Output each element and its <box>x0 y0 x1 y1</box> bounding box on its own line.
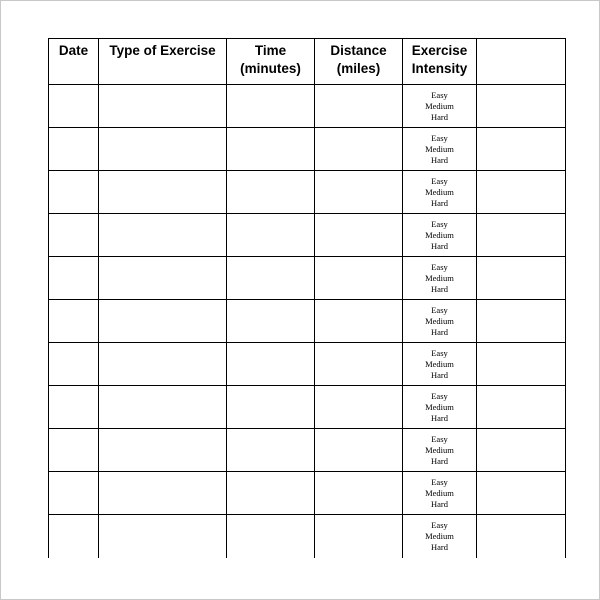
type-of-exercise-cell[interactable] <box>99 85 227 128</box>
intensity-option[interactable]: Hard <box>431 197 448 208</box>
intensity-cell[interactable] <box>403 472 477 515</box>
intensity-option[interactable]: Medium <box>425 229 454 240</box>
intensity-cell[interactable] <box>403 128 477 171</box>
intensity-option[interactable]: Easy <box>431 218 448 229</box>
distance-cell[interactable] <box>315 429 403 472</box>
table-row <box>49 515 566 558</box>
time-cell[interactable] <box>227 343 315 386</box>
intensity-option[interactable]: Easy <box>431 519 448 530</box>
time-cell[interactable] <box>227 386 315 429</box>
table-row <box>49 472 566 515</box>
time-cell[interactable] <box>227 214 315 257</box>
notes-cell[interactable] <box>477 214 566 257</box>
table-row <box>49 386 566 429</box>
notes-cell[interactable] <box>477 128 566 171</box>
time-cell[interactable] <box>227 472 315 515</box>
intensity-option[interactable]: Easy <box>431 175 448 186</box>
intensity-option[interactable]: Easy <box>431 476 448 487</box>
intensity-option[interactable]: Hard <box>431 283 448 294</box>
intensity-option[interactable]: Hard <box>431 455 448 466</box>
intensity-option[interactable]: Medium <box>425 530 454 541</box>
intensity-option[interactable]: Hard <box>431 154 448 165</box>
header-blank <box>477 39 566 85</box>
intensity-option[interactable]: Easy <box>431 347 448 358</box>
intensity-option[interactable]: Easy <box>431 261 448 272</box>
header-exercise-intensity: Exercise Intensity <box>403 39 477 85</box>
type-of-exercise-cell[interactable] <box>99 171 227 214</box>
date-cell[interactable] <box>49 85 99 128</box>
intensity-option[interactable]: Hard <box>431 240 448 251</box>
notes-cell[interactable] <box>477 386 566 429</box>
notes-cell[interactable] <box>477 515 566 558</box>
intensity-option[interactable]: Hard <box>431 412 448 423</box>
distance-cell[interactable] <box>315 257 403 300</box>
intensity-option[interactable]: Easy <box>431 304 448 315</box>
intensity-option[interactable]: Hard <box>431 369 448 380</box>
distance-cell[interactable] <box>315 214 403 257</box>
intensity-option[interactable]: Hard <box>431 541 448 552</box>
header-type-of-exercise: Type of Exercise <box>99 39 227 85</box>
distance-cell[interactable] <box>315 300 403 343</box>
intensity-option[interactable]: Easy <box>431 89 448 100</box>
notes-cell[interactable] <box>477 257 566 300</box>
date-cell[interactable] <box>49 472 99 515</box>
intensity-option[interactable]: Easy <box>431 390 448 401</box>
table-row <box>49 85 566 128</box>
intensity-cell[interactable] <box>403 515 477 558</box>
time-cell[interactable] <box>227 171 315 214</box>
date-cell[interactable] <box>49 257 99 300</box>
type-of-exercise-cell[interactable] <box>99 472 227 515</box>
header-time: Time (minutes) <box>227 39 315 85</box>
intensity-option[interactable]: Medium <box>425 487 454 498</box>
intensity-option[interactable]: Medium <box>425 100 454 111</box>
notes-cell[interactable] <box>477 429 566 472</box>
time-cell[interactable] <box>227 85 315 128</box>
time-cell[interactable] <box>227 429 315 472</box>
table-row <box>49 257 566 300</box>
type-of-exercise-cell[interactable] <box>99 515 227 558</box>
time-cell[interactable] <box>227 515 315 558</box>
date-cell[interactable] <box>49 214 99 257</box>
distance-cell[interactable] <box>315 85 403 128</box>
intensity-option[interactable]: Medium <box>425 186 454 197</box>
intensity-cell[interactable] <box>403 171 477 214</box>
intensity-cell[interactable] <box>403 386 477 429</box>
exercise-log-table <box>48 38 566 558</box>
intensity-cell[interactable] <box>403 214 477 257</box>
table-row <box>49 429 566 472</box>
notes-cell[interactable] <box>477 472 566 515</box>
distance-cell[interactable] <box>315 515 403 558</box>
intensity-option[interactable]: Easy <box>431 433 448 444</box>
time-cell[interactable] <box>227 300 315 343</box>
date-cell[interactable] <box>49 515 99 558</box>
date-cell[interactable] <box>49 429 99 472</box>
table-row <box>49 171 566 214</box>
distance-cell[interactable] <box>315 472 403 515</box>
intensity-option[interactable]: Medium <box>425 272 454 283</box>
header-row <box>49 39 566 85</box>
table-row <box>49 343 566 386</box>
type-of-exercise-cell[interactable] <box>99 257 227 300</box>
notes-cell[interactable] <box>477 343 566 386</box>
intensity-option[interactable]: Hard <box>431 111 448 122</box>
type-of-exercise-cell[interactable] <box>99 214 227 257</box>
date-cell[interactable] <box>49 343 99 386</box>
intensity-option[interactable]: Medium <box>425 315 454 326</box>
date-cell[interactable] <box>49 300 99 343</box>
time-cell[interactable] <box>227 257 315 300</box>
intensity-option[interactable]: Hard <box>431 326 448 337</box>
intensity-cell[interactable] <box>403 85 477 128</box>
intensity-cell[interactable] <box>403 300 477 343</box>
date-cell[interactable] <box>49 386 99 429</box>
intensity-option[interactable]: Medium <box>425 358 454 369</box>
date-cell[interactable] <box>49 171 99 214</box>
intensity-option[interactable]: Easy <box>431 132 448 143</box>
intensity-option[interactable]: Medium <box>425 401 454 412</box>
intensity-option[interactable]: Hard <box>431 498 448 509</box>
header-distance: Distance (miles) <box>315 39 403 85</box>
distance-cell[interactable] <box>315 128 403 171</box>
distance-cell[interactable] <box>315 386 403 429</box>
table-row <box>49 214 566 257</box>
date-cell[interactable] <box>49 128 99 171</box>
type-of-exercise-cell[interactable] <box>99 386 227 429</box>
intensity-cell[interactable] <box>403 343 477 386</box>
table-row <box>49 300 566 343</box>
distance-cell[interactable] <box>315 171 403 214</box>
header-date: Date <box>49 39 99 85</box>
type-of-exercise-cell[interactable] <box>99 300 227 343</box>
notes-cell[interactable] <box>477 85 566 128</box>
notes-cell[interactable] <box>477 300 566 343</box>
table-row <box>49 128 566 171</box>
distance-cell[interactable] <box>315 343 403 386</box>
type-of-exercise-cell[interactable] <box>99 343 227 386</box>
table-body <box>49 85 566 558</box>
notes-cell[interactable] <box>477 171 566 214</box>
intensity-cell[interactable] <box>403 429 477 472</box>
intensity-option[interactable]: Medium <box>425 444 454 455</box>
type-of-exercise-cell[interactable] <box>99 128 227 171</box>
intensity-cell[interactable] <box>403 257 477 300</box>
time-cell[interactable] <box>227 128 315 171</box>
type-of-exercise-cell[interactable] <box>99 429 227 472</box>
intensity-option[interactable]: Medium <box>425 143 454 154</box>
